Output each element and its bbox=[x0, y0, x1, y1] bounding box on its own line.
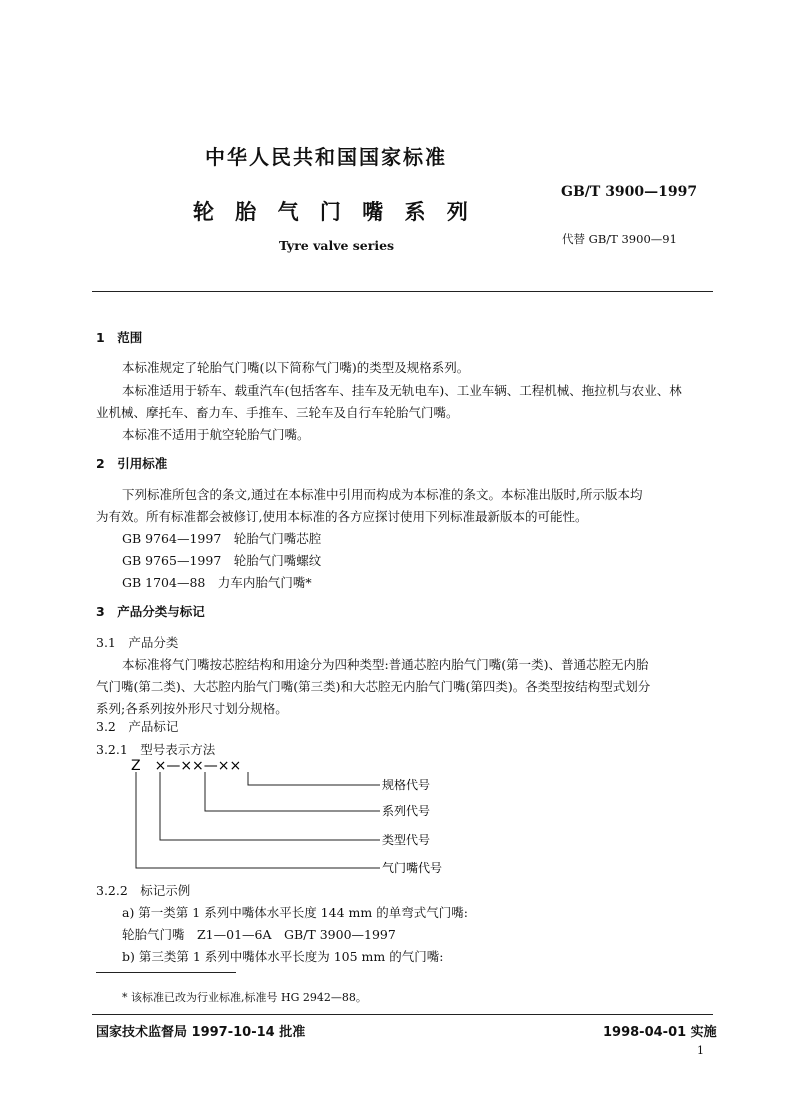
section321-heading: 3.2.1 型号表示方法 bbox=[96, 742, 216, 757]
section31-line1: 本标准将气门嘴按芯腔结构和用途分为四种类型:普通芯腔内胎气门嘴(第一类)、普通芯腔无内胎 bbox=[122, 657, 649, 672]
label-spec-code: 规格代号 bbox=[382, 778, 431, 792]
page-number: 1 bbox=[697, 1044, 704, 1057]
section1-p2-line2: 业机械、摩托车、畜力车、手推车、三轮车及自行车轮胎气门嘴。 bbox=[96, 405, 459, 420]
footnote: * 该标准已改为行业标准,标准号 HG 2942—88。 bbox=[122, 991, 367, 1004]
example-a: a) 第一类第 1 系列中嘴体水平长度 144 mm 的单弯式气门嘴: bbox=[122, 905, 468, 920]
reference-item: GB 9764—1997 轮胎气门嘴芯腔 bbox=[122, 531, 322, 546]
section1-p2-line1: 本标准适用于轿车、载重汽车(包括客车、挂车及无轨电车)、工业车辆、工程机械、拖拉机与农业、林 bbox=[122, 383, 682, 398]
leader-line-type bbox=[160, 772, 380, 840]
section2-p1-line1: 下列标准所包含的条文,通过在本标准中引用而构成为本标准的条文。本标准出版时,所示版本均 bbox=[122, 487, 643, 502]
leader-line-series bbox=[205, 772, 380, 811]
section2-heading: 2 引用标准 bbox=[96, 456, 168, 471]
footer-rule bbox=[92, 1014, 713, 1015]
label-series-code: 系列代号 bbox=[382, 804, 431, 818]
org-title: 中华人民共和国国家标准 bbox=[205, 145, 447, 169]
replaces-note: 代替 GB/T 3900—91 bbox=[562, 232, 677, 246]
leader-line-spec bbox=[248, 772, 380, 785]
section31-line3: 系列;各系列按外形尺寸划分规格。 bbox=[96, 701, 288, 716]
reference-item: GB 9765—1997 轮胎气门嘴螺纹 bbox=[122, 553, 322, 568]
section1-heading: 1 范围 bbox=[96, 330, 143, 345]
section31-line2: 气门嘴(第二类)、大芯腔内胎气门嘴(第三类)和大芯腔无内胎气门嘴(第四类)。各类型按结构型式划分 bbox=[96, 679, 651, 694]
section3-heading: 3 产品分类与标记 bbox=[96, 604, 205, 619]
doc-title-en: Tyre valve series bbox=[279, 238, 395, 253]
approval-line: 国家技术监督局 1997-10-14 批准 bbox=[96, 1025, 306, 1040]
section1-p1: 本标准规定了轮胎气门嘴(以下简称气门嘴)的类型及规格系列。 bbox=[122, 360, 470, 375]
footnote-rule bbox=[96, 972, 236, 973]
label-type-code: 类型代号 bbox=[382, 833, 431, 847]
section1-p3: 本标准不适用于航空轮胎气门嘴。 bbox=[122, 427, 310, 442]
doc-title: 轮 胎 气 门 嘴 系 列 bbox=[193, 200, 471, 224]
example-b: b) 第三类第 1 系列中嘴体水平长度为 105 mm 的气门嘴: bbox=[122, 949, 444, 964]
section2-p1-line2: 为有效。所有标准都会被修订,使用本标准的各方应探讨使用下列标准最新版本的可能性。 bbox=[96, 509, 588, 524]
section31-heading: 3.1 产品分类 bbox=[96, 635, 179, 650]
reference-item: GB 1704—88 力车内胎气门嘴* bbox=[122, 575, 312, 590]
leader-line-valve bbox=[136, 772, 380, 868]
label-valve-code: 气门嘴代号 bbox=[382, 861, 443, 875]
effective-date: 1998-04-01 实施 bbox=[603, 1025, 717, 1040]
example-a-mark: 轮胎气门嘴 Z1—01—6A GB/T 3900—1997 bbox=[122, 927, 396, 942]
section32-heading: 3.2 产品标记 bbox=[96, 719, 179, 734]
model-code: Z ×—××—×× bbox=[131, 758, 242, 774]
section322-heading: 3.2.2 标记示例 bbox=[96, 883, 191, 898]
std-number: GB/T 3900—1997 bbox=[561, 184, 698, 200]
